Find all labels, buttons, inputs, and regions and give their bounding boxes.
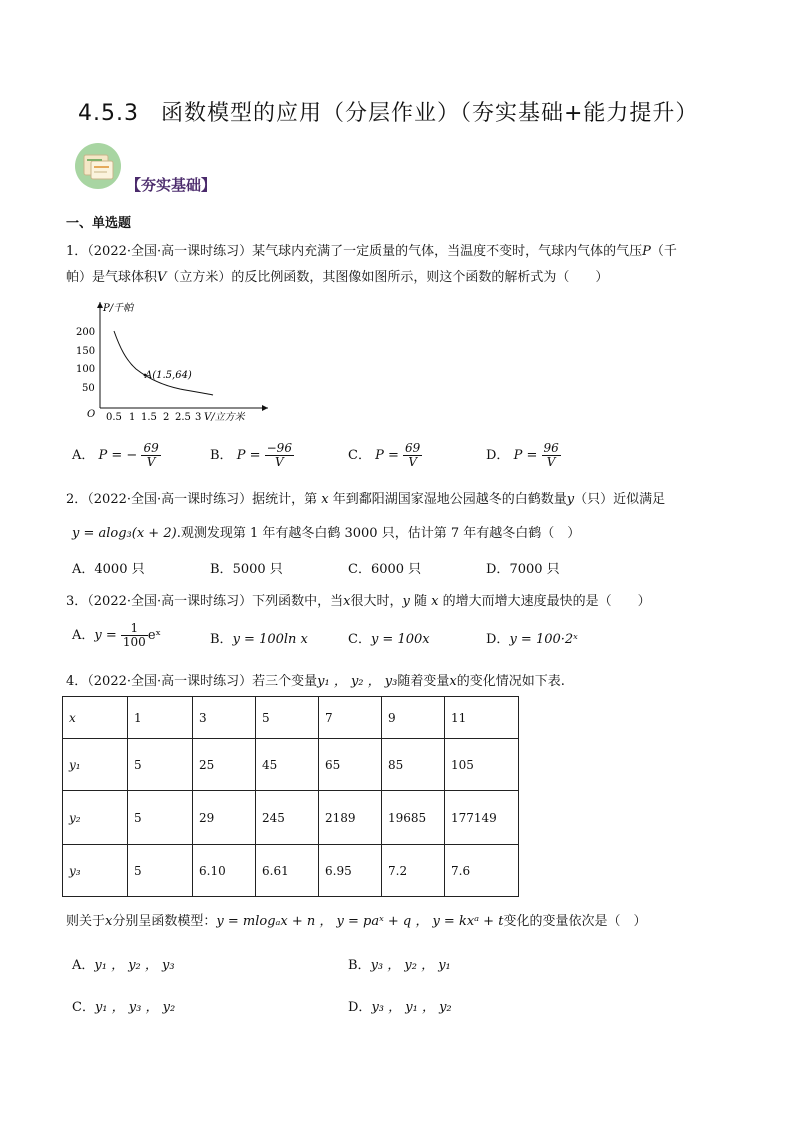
q4-option-a[interactable]: A．y₁ ， y₂ ， y₃ [72, 958, 175, 973]
table-cell: 11 [445, 697, 519, 739]
table-cell: 7.2 [382, 845, 445, 897]
table-cell: 1 [128, 697, 193, 739]
table-row [63, 697, 519, 739]
table-cell: 85 [382, 739, 445, 791]
table-cell: 2189 [319, 791, 382, 845]
y-tick-labels [76, 327, 95, 394]
question-4-line-2: 则关于x分别呈函数模型：y = mlogₐx + n ， y = paˣ + q ， y = kxᵃ + t变化的变量依次是（ ） [66, 914, 647, 929]
y-tick-200: 200 [76, 327, 96, 338]
q4-option-c[interactable]: C．y₁ ， y₃ ， y₂ [72, 1000, 176, 1015]
q3-option-a[interactable]: A．y = $\frac{1}{100}$ eˣ [72, 621, 162, 649]
table-cell: 5 [128, 739, 193, 791]
table-cell: 65 [319, 739, 382, 791]
table-cell: 7 [319, 697, 382, 739]
table-cell: 177149 [445, 791, 519, 845]
table-cell: 5 [128, 791, 193, 845]
table-cell: 6.10 [193, 845, 256, 897]
table-cell: 5 [256, 697, 319, 739]
x-tick-1: 1 [129, 412, 136, 423]
inverse-curve [114, 331, 213, 395]
q1-option-c[interactable]: C． P = $\frac{69}{V}$ [348, 441, 421, 469]
q3-option-b[interactable]: B．y = 100ln x [210, 632, 308, 647]
q1-option-d-fraction: $\frac{96}{V}$ [543, 441, 559, 469]
q1-option-b[interactable]: B． P = $\frac{-96}{V}$ [210, 441, 292, 469]
question-2-line-1: 2．（2022·全国·高一课时练习）据统计，第 x 年到鄱阳湖国家湿地公园越冬的白鹤数量y（只）近似满足 [66, 492, 666, 507]
y-tick-100: 100 [76, 364, 96, 375]
q3-option-d[interactable]: D．y = 100·2ˣ [486, 632, 578, 647]
q1-option-b-fraction: $\frac{-96}{V}$ [266, 441, 292, 469]
question-4-line-1: 4．（2022·全国·高一课时练习）若三个变量y₁ ， y₂ ， y₃随着变量x的变化情况如下表. [66, 674, 565, 689]
y-tick-150: 150 [76, 346, 96, 357]
question-1-line-2: 帕）是气球体积V（立方米）的反比例函数，其图像如图所示，则这个函数的解析式为（ ） [66, 270, 609, 285]
y-tick-50: 50 [82, 383, 95, 394]
table-cell: 3 [193, 697, 256, 739]
q1-option-c-fraction: $\frac{69}{V}$ [405, 441, 421, 469]
table-cell: 9 [382, 697, 445, 739]
q2-option-c[interactable]: C．6000 只 [348, 562, 422, 577]
x-tick-1.5: 1.5 [141, 412, 157, 423]
table-cell: 5 [128, 845, 193, 897]
x-axis-arrow [262, 405, 268, 411]
x-tick-0.5: 0.5 [106, 412, 122, 423]
table-cell: 6.95 [319, 845, 382, 897]
table-cell: 29 [193, 791, 256, 845]
question-2-line-2: y = alog₃(x + 2).观测发现第 1 年有越冬白鹤 3000 只，估计第 7 年有越冬白鹤（ ） [72, 526, 581, 541]
part-heading: 一、单选题 [66, 216, 132, 231]
table-cell: 25 [193, 739, 256, 791]
table-cell: y₂ [63, 791, 128, 845]
table-row [63, 845, 519, 897]
q1-option-a[interactable]: A． P = − $\frac{69}{V}$ [72, 441, 159, 469]
q4-option-b[interactable]: B．y₃ ， y₂ ， y₁ [348, 958, 451, 973]
x-tick-2.5: 2.5 [175, 412, 191, 423]
table-cell: y₁ [63, 739, 128, 791]
table-cell: 45 [256, 739, 319, 791]
q4-option-d[interactable]: D．y₃ ， y₁ ， y₂ [348, 1000, 452, 1015]
table-row [63, 791, 519, 845]
point-a-label: A(1.5,64) [145, 370, 192, 381]
question-3-line: 3．（2022·全国·高一课时练习）下列函数中，当x很大时，y 随 x 的增大而增大速度最快的是（ ） [66, 594, 651, 609]
table-row [63, 739, 519, 791]
x-tick-2: 2 [163, 412, 170, 423]
data-table [62, 696, 519, 897]
pressure-volume-graph [70, 298, 270, 424]
question-1-line-1: 1．（2022·全国·高一课时练习）某气球内充满了一定质量的气体，当温度不变时，气球内气体的气压P（千 [66, 244, 677, 259]
x-axis-label: V/立方米 [204, 412, 245, 423]
page-title: 4.5.3 函数模型的应用（分层作业）（夯实基础+能力提升） [78, 101, 699, 126]
x-tick-3: 3 [195, 412, 202, 423]
y-axis-label: P/千帕 [103, 303, 134, 314]
q3-option-c[interactable]: C．y = 100x [348, 632, 430, 647]
x-tick-labels [106, 412, 201, 423]
table-cell: 7.6 [445, 845, 519, 897]
q2-option-d[interactable]: D．7000 只 [486, 562, 560, 577]
table-cell: 105 [445, 739, 519, 791]
q2-formula: y = alog₃(x + 2) [72, 526, 177, 541]
q1-option-d[interactable]: D． P = $\frac{96}{V}$ [486, 441, 559, 469]
section-label: 【夯实基础】 [126, 176, 217, 194]
table-cell: 19685 [382, 791, 445, 845]
table-cell: 245 [256, 791, 319, 845]
origin-label: O [87, 409, 96, 420]
q1-option-a-fraction: $\frac{69}{V}$ [143, 441, 159, 469]
section-icon [74, 142, 122, 190]
table-cell: y₃ [63, 845, 128, 897]
q3-option-a-fraction: $\frac{1}{100}$ [122, 621, 146, 649]
q4-models: y = mlogₐx + n ， y = paˣ + q ， y = kxᵃ + t [216, 914, 504, 929]
q2-option-a[interactable]: A．4000 只 [72, 562, 145, 577]
q2-option-b[interactable]: B．5000 只 [210, 562, 283, 577]
table-cell: 6.61 [256, 845, 319, 897]
table-cell: x [63, 697, 128, 739]
